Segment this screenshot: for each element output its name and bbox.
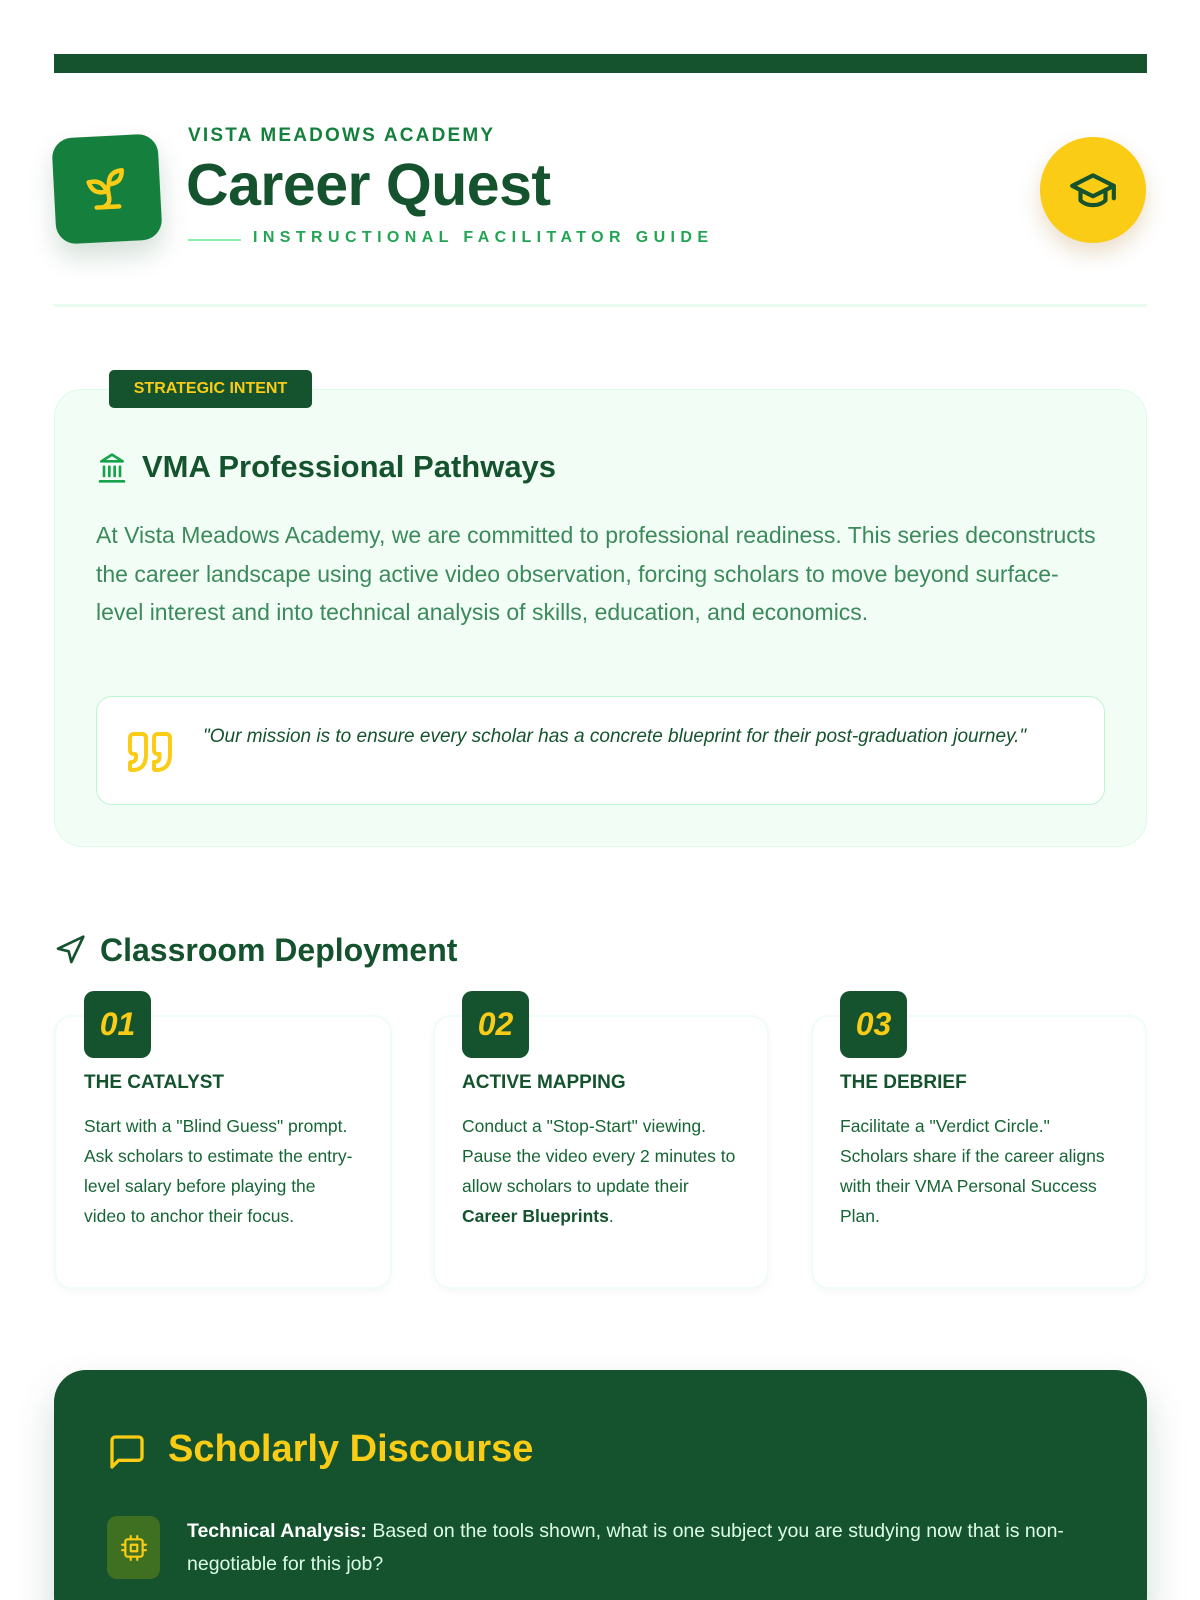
app-logo [51, 133, 162, 244]
step-description-text: Conduct a "Stop-Start" viewing. Pause the video every 2 minutes to allow scholars to update their [462, 1116, 736, 1196]
graduation-cap-icon [1068, 165, 1118, 215]
deployment-title: Classroom Deployment [100, 932, 458, 968]
discussion-question [187, 1515, 1107, 1581]
step-title: THE DEBRIEF [840, 1072, 967, 1093]
section-badge: STRATEGIC INTENT [109, 370, 312, 408]
question-label: Technical Analysis: [187, 1520, 367, 1542]
cpu-icon [121, 1535, 147, 1561]
message-square-icon [107, 1432, 147, 1472]
graduation-badge [1040, 137, 1146, 243]
question-text: Based on the tools shown, what is one subject you are studying now that is non-negotiable for this job? [187, 1520, 1064, 1575]
discourse-title: Scholarly Discourse [168, 1428, 534, 1470]
step-description: Start with a "Blind Guess" prompt. Ask scholars to estimate the entry-level salary before playing the video to anchor their focus. [84, 1116, 353, 1226]
step-description-end: . [608, 1206, 614, 1226]
sprout-icon [79, 161, 136, 218]
step-title: ACTIVE MAPPING [462, 1072, 626, 1093]
page-title: Career Quest [186, 152, 551, 218]
section-description: At Vista Meadows Academy, we are committed to professional readiness. This series deconstructs the career landscape using active video observation, forcing scholars to move beyond surface-level interest and into technical analysis of skills, education, and economics. [96, 522, 1096, 625]
step-number: 02 [462, 991, 529, 1058]
landmark-icon [96, 452, 128, 484]
top-accent-bar [54, 54, 1147, 73]
send-icon [54, 934, 86, 966]
mission-quote: "Our mission is to ensure every scholar has a concrete blueprint for their post-graduation journey." [203, 726, 1027, 747]
page-subtitle: INSTRUCTIONAL FACILITATOR GUIDE [253, 229, 714, 246]
step-number: 03 [840, 991, 907, 1058]
subtitle-rule [188, 239, 241, 241]
step-description [462, 1111, 737, 1231]
quote-icon [126, 728, 174, 776]
section-title: VMA Professional Pathways [142, 449, 557, 484]
career-blueprints-emphasis: Career Blueprints [462, 1206, 609, 1226]
header-divider [54, 304, 1147, 307]
mission-quote-box [96, 696, 1105, 805]
step-number: 01 [84, 991, 151, 1058]
school-name: VISTA MEADOWS ACADEMY [188, 125, 496, 146]
step-description: Facilitate a "Verdict Circle." Scholars share if the career aligns with their VMA Personal Success Plan. [840, 1116, 1105, 1226]
step-title: THE CATALYST [84, 1072, 225, 1093]
question-icon-tile [107, 1516, 160, 1579]
